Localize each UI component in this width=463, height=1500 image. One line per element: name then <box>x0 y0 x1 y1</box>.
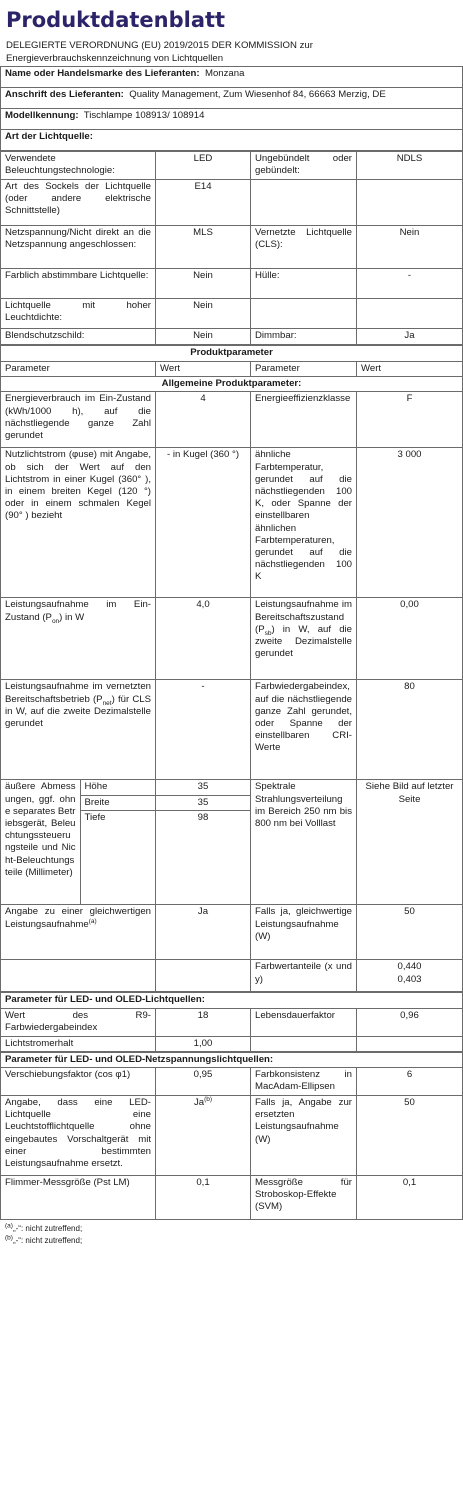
r9-label: Wert des R9-Farbwiedergabeindex <box>1 1008 156 1036</box>
nondirectional-value: NDLS <box>357 152 463 180</box>
footnote-b: $^{(b)}$„-“: nicht zutreffend; <box>5 1234 83 1246</box>
model-row: Modellkennung: Tischlampe 108913/ 108914 <box>1 109 463 130</box>
colour-consistency-label: Farbkonsistenz in MacAdam-Ellipsen <box>251 1068 357 1096</box>
equivalent-watts-label: Falls ja, gleichwertige Leistungsaufnahme (W) <box>251 905 357 960</box>
cri-value: 80 <box>357 680 463 780</box>
page-title: Produktdatenblatt <box>6 8 226 32</box>
equivalent-watts-value: 50 <box>357 905 463 960</box>
dimensions-values-cell <box>156 780 251 905</box>
led-replacement-value: Ja$^{(b)}$ <box>156 1096 251 1176</box>
product-parameters-heading: Produktparameter <box>1 346 463 362</box>
socket-label: Art des Sockels der Lichtquelle (oder andere elektrische Schnittstelle) <box>1 180 156 226</box>
supplier-address-row: Anschrift des Lieferanten: Quality Management, Zum Wiesenhof 84, 66663 Merzig, DE <box>1 88 463 109</box>
dimmable-value: Ja <box>357 329 463 345</box>
luminous-flux-label: Nutzlichtstrom (φuse) mit Angabe, ob sich der Wert auf den Lichtstrom in einer Kugel (360° ), in einem breiten Kegel (120 °) oder in einem schmalen Kegel (90° ) bezieht <box>1 448 156 598</box>
replaced-power-value: 50 <box>357 1096 463 1176</box>
lumen-maintenance-label: Lichtstromerhalt <box>1 1036 156 1051</box>
col-header-param: Parameter <box>1 362 156 377</box>
supplier-name-row: Name oder Handelsmarke des Lieferanten: Monzana <box>1 67 463 88</box>
dimmable-label: Dimmbar: <box>251 329 357 345</box>
power-factor-value: 0,95 <box>156 1068 251 1096</box>
mains-parameters-heading: Parameter für LED- und OLED-Netzspannungslichtquellen: <box>1 1052 463 1067</box>
socket-value: E14 <box>156 180 251 226</box>
mains-parameters-table <box>0 1052 463 1220</box>
high-luminance-label: Lichtquelle mit hoher Leuchtdichte: <box>1 299 156 329</box>
colour-tunable-label: Farblich abstimmbare Lichtquelle: <box>1 269 156 299</box>
spectral-distribution-value: Siehe Bild auf letzter Seite <box>357 780 463 905</box>
cct-value: 3 000 <box>357 448 463 598</box>
lumen-maintenance-value: 1,00 <box>156 1036 251 1051</box>
col-header-value: Wert <box>156 362 251 377</box>
pon-value: 4,0 <box>156 598 251 680</box>
dimensions-label: äußere Abmessungen, ggf. ohne separates Betriebsgerät, Beleuchtungssteuerungsteile und Nicht-Beleuchtungsteile (Millimeter) <box>1 780 80 903</box>
led-parameters-table <box>0 992 463 1051</box>
replaced-power-label: Falls ja, Angabe zur ersetzten Leistungsaufnahme (W) <box>251 1096 357 1176</box>
energy-consumption-value: 4 <box>156 392 251 448</box>
high-luminance-value: Nein <box>156 299 251 329</box>
psb-label: Leistungsaufnahme im Bereitschaftszustand $(P_{sb})$ in W, auf die zweite Dezimalstelle gerundet <box>251 598 357 680</box>
cct-label: ähnliche Farbtemperatur, gerundet auf die nächstliegenden 100 K, oder Spanne der einstellbaren ähnlichen Farbtemperaturen, gerundet auf die nächstliegenden 100 K <box>251 448 357 598</box>
antiglare-value: Nein <box>156 329 251 345</box>
envelope-label: Hülle: <box>251 269 357 299</box>
general-parameters-heading: Allgemeine Produktparameter: <box>1 377 463 392</box>
energy-consumption-label: Energieverbrauch im Ein-Zustand (kWh/1000 h), auf die nächstliegende ganze Zahl gerundet <box>1 392 156 448</box>
regulation-subtitle: DELEGIERTE VERORDNUNG (EU) 2019/2015 DER KOMMISSION zur Energieverbrauchskennzeichnung von Lichtquellen <box>6 40 313 64</box>
stroboscopic-value: 0,1 <box>357 1176 463 1220</box>
flicker-value: 0,1 <box>156 1176 251 1220</box>
footnote-a: $^{(a)}$„-“: nicht zutreffend; <box>5 1222 83 1234</box>
connected-value: Nein <box>357 226 463 269</box>
antiglare-label: Blendschutzschild: <box>1 329 156 345</box>
width-value: 35 <box>156 795 250 810</box>
chromaticity-label: Farbwertanteile (x und y) <box>251 960 357 992</box>
connected-label: Vernetzte Lichtquelle (CLS): <box>251 226 357 269</box>
flicker-label: Flimmer-Messgröße (Pst LM) <box>1 1176 156 1220</box>
led-replacement-label: Angabe, dass eine LED-Lichtquelle eine Leuchtstofflichtquelle ohne eingebautes Vorschaltgerät mit einer bestimmten Leistungsaufnahme ersetzt. <box>1 1096 156 1176</box>
col-header-value-2: Wert <box>357 362 463 377</box>
cri-label: Farbwiedergabeindex, auf die nächstliegende ganze Zahl gerundet, oder Spanne der einstellbaren CRI-Werte <box>251 680 357 780</box>
energy-class-label: Energieeffizienzklasse <box>251 392 357 448</box>
lightsource-table <box>0 151 463 345</box>
lightsource-type-heading: Art der Lichtquelle: <box>1 130 463 151</box>
r9-value: 18 <box>156 1008 251 1036</box>
psb-value: 0,00 <box>357 598 463 680</box>
pnet-label: Leistungsaufnahme im vernetzten Bereitschaftsbetrieb $(P_{net})$ für CLS in W, auf die zweite Dezimalstelle gerundet <box>1 680 156 780</box>
spectral-distribution-label: Spektrale Strahlungsverteilung im Bereich 250 nm bis 800 nm bei Volllast <box>251 780 357 905</box>
led-parameters-heading: Parameter für LED- und OLED-Lichtquellen: <box>1 993 463 1008</box>
col-header-param-2: Parameter <box>251 362 357 377</box>
colour-consistency-value: 6 <box>357 1068 463 1096</box>
chromaticity-values: 0,440 0,403 <box>357 960 463 992</box>
depth-label: Tiefe <box>84 811 106 823</box>
equivalent-power-label: Angabe zu einer gleichwertigen Leistungsaufnahme$^{(a)}$ <box>1 905 156 960</box>
mains-value: MLS <box>156 226 251 269</box>
tech-label: Verwendete Beleuchtungstechnologie: <box>1 152 156 180</box>
survival-factor-value: 0,96 <box>357 1008 463 1036</box>
pnet-value: - <box>156 680 251 780</box>
power-factor-label: Verschiebungsfaktor (cos φ1) <box>1 1068 156 1096</box>
equivalent-power-value: Ja <box>156 905 251 960</box>
pon-label: Leistungsaufnahme im Ein-Zustand $(P_{on})$ in W <box>1 598 156 680</box>
width-label: Breite <box>80 795 155 810</box>
envelope-value: - <box>357 269 463 299</box>
supplier-table <box>0 66 463 151</box>
colour-tunable-value: Nein <box>156 269 251 299</box>
footnotes <box>0 1220 463 1250</box>
height-label: Höhe <box>80 780 155 795</box>
luminous-flux-value: - in Kugel (360 °) <box>156 448 251 598</box>
nondirectional-label: Ungebündelt oder gebündelt: <box>251 152 357 180</box>
tech-value: LED <box>156 152 251 180</box>
mains-label: Netzspannung/Nicht direkt an die Netzspannung angeschlossen: <box>1 226 156 269</box>
dimensions-cell <box>1 780 156 905</box>
product-parameters-table <box>0 345 463 992</box>
stroboscopic-label: Messgröße für Stroboskop-Effekte (SVM) <box>251 1176 357 1220</box>
height-value: 35 <box>156 780 250 795</box>
depth-value: 98 <box>197 811 209 823</box>
energy-class-value: F <box>357 392 463 448</box>
survival-factor-label: Lebensdauerfaktor <box>251 1008 357 1036</box>
